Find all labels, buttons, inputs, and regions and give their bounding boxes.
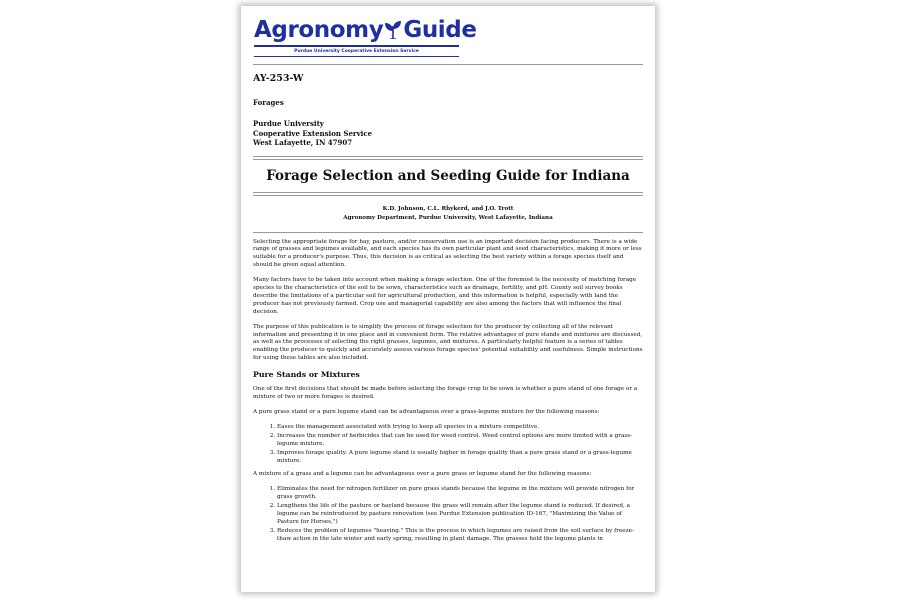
intro-paragraph: The purpose of this publication is to simplify the process of forage selection for the producer by collecting all of the relevant information and presenting it in one place and in convenient form. The relative advantages of pure stands and mixtures are discussed, as well as the processes of selecting the right grasses, legumes, and mixtures. A particularly helpful feature is a series of tables enabling the producer to quickly and accurately assess various forage species' potential suitability and usefulness. Simple instructions for using these tables are also included.	[253, 323, 643, 362]
address-line: Purdue University	[253, 119, 324, 128]
plant-sprout-icon	[384, 19, 402, 39]
list-item: 1. Eases the management associated with trying to keep all species in a mixture competitive.	[277, 424, 643, 432]
logo-rule	[254, 45, 459, 47]
logo-text-guide: Guide	[403, 17, 477, 43]
address-line: Cooperative Extension Service	[253, 128, 373, 138]
mixture-advantages-list	[253, 486, 643, 543]
section-heading: Pure Stands or Mixtures	[253, 370, 360, 380]
document-code: AY-253-W	[253, 73, 304, 84]
list-item: 3. Reduces the problem of legumes "heaving." This is the process in which legumes are raised from the soil surface by freeze-thaw action in the late winter and early spring, resulting in plant damage. The grasses hold the legume plants in	[277, 528, 643, 544]
agronomy-guide-banner	[253, 14, 643, 64]
document-page	[241, 6, 655, 592]
list-item: 2. Increases the number of herbicides that can be used for weed control. Weed control options are more limited with a grass-legume mixture.	[277, 433, 643, 449]
divider	[253, 232, 643, 233]
pure-stand-advantages-list	[253, 424, 643, 466]
divider	[253, 192, 643, 196]
list-item: 3. Improves forage quality. A pure legume stand is usually higher in forage quality than a pure grass stand or a grass-legume mixture.	[277, 450, 643, 466]
authors: K.D. Johnson, C.L. Rhykerd, and J.O. Trott	[382, 205, 514, 212]
affiliation: Agronomy Department, Purdue University, West Lafayette, Indiana	[343, 214, 553, 221]
logo-rule	[254, 56, 459, 57]
intro-paragraph: Many factors have to be taken into account when making a forage selection. One of the foremost is the necessity of matching forage species to the characteristics of the soil to be sown, characteristics such as drainage, fertility, and pH. County soil survey books describe the limitations of a particular soil for agricultural production, and this information is helpful, especially with land the producer has not previously farmed. Crop use and managerial capability are also among the factors that will influence the final decision.	[253, 277, 637, 315]
section-paragraph: One of the first decisions that should be made before selecting the forage crop to be sown is whether a pure stand of one forage or a mixture of two or more forages is desired.	[253, 386, 638, 401]
publisher-address	[253, 119, 643, 148]
document-category: Forages	[253, 98, 284, 107]
divider	[253, 156, 643, 160]
document-title: Forage Selection and Seeding Guide for Indiana	[266, 167, 630, 184]
intro-paragraph: Selecting the appropriate forage for hay, pasture, and/or conservation use is an important decision facing producers. There is a wide range of grasses and legumes available, and each species has its own particular plant and seed characteristics, making it more or less suitable for a producer's purpose. Thus, this decision is as critical as selecting the best variety within a forage species itself and should be given equal attention.	[253, 238, 642, 269]
list-item: 2. Lengthens the life of the pasture or hayland because the grass will remain after the legume stand is reduced. If desired, a legume can be reintroduced by pasture renovation (see Purdue Extension publication ID-167, "Maximizing the Value of Pasture for Horses,")	[277, 503, 643, 527]
list-item: 1. Eliminates the need for nitrogen fertilizer on pure grass stands because the legume in the mixture will provide nitrogen for grass growth.	[277, 486, 643, 502]
section-paragraph: A pure grass stand or a pure legume stand can be advantageous over a grass-legume mixture for the following reasons:	[253, 409, 600, 415]
address-line: West Lafayette, IN 47907	[253, 138, 353, 147]
logo-text-agronomy: Agronomy	[254, 17, 384, 43]
document-content	[253, 14, 643, 592]
section-paragraph: A mixture of a grass and a legume can be advantageous over a pure grass or legume stand for the following reasons:	[253, 471, 592, 478]
logo-subtitle: Purdue University Cooperative Extension Service	[294, 49, 419, 54]
divider	[253, 64, 643, 65]
agronomy-guide-logo	[254, 17, 477, 43]
author-block	[253, 205, 643, 223]
